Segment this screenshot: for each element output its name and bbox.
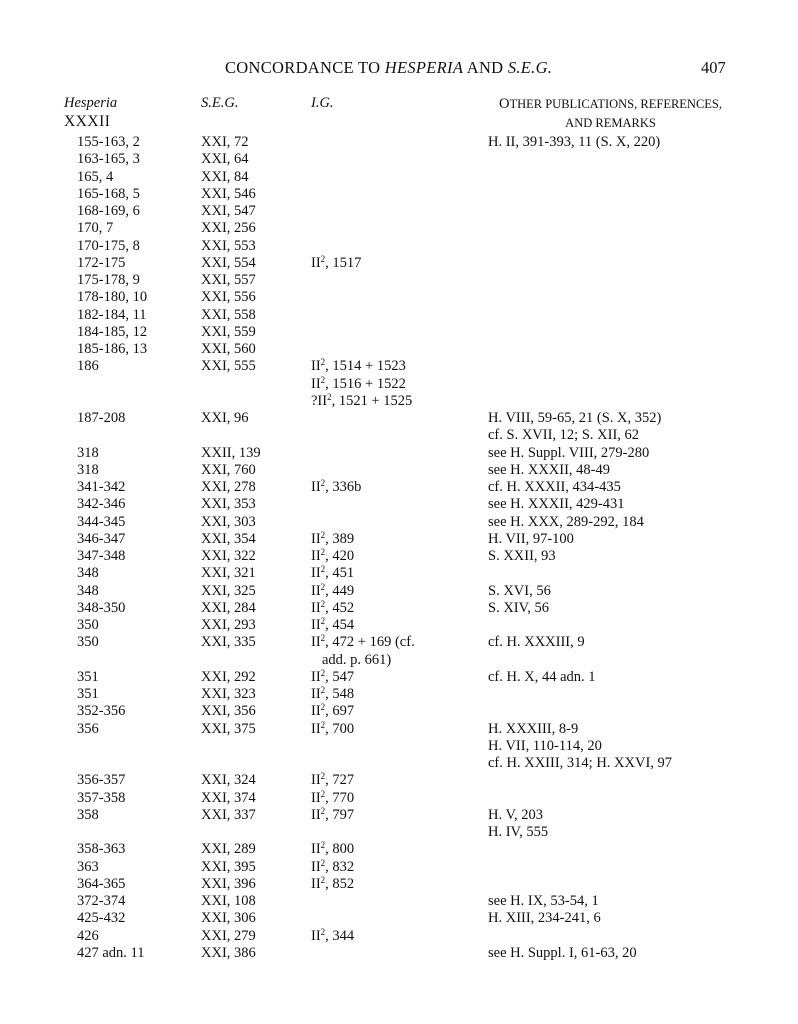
cell-other: cf. H. XXIII, 314; H. XXVI, 97 xyxy=(488,755,673,771)
cell-ig: $II^2$, 336b xyxy=(311,478,362,495)
cell-other: see H. Suppl. VIII, 279-280 xyxy=(488,444,650,461)
cell-hesperia: 350 xyxy=(77,617,99,633)
cell-ig: $II^2$, 389 xyxy=(311,529,355,547)
table-row xyxy=(0,203,798,220)
cell-seg: XXI, 760 xyxy=(201,461,256,478)
cell-ig: $II^2$, 1516 + 1522 xyxy=(311,374,406,392)
cell-other: see H. Suppl. I, 61-63, 20 xyxy=(488,944,637,961)
cell-hesperia: 348 xyxy=(77,565,99,582)
cell-seg: XXI, 323 xyxy=(201,686,256,702)
cell-seg: XXI, 356 xyxy=(201,703,256,720)
cell-other: H. II, 391-393, 11 (S. X, 220) xyxy=(488,134,661,150)
cell-hesperia: 318 xyxy=(77,444,99,461)
cell-seg: XXI, 557 xyxy=(201,272,256,288)
page-number: 407 xyxy=(701,58,726,77)
table-row xyxy=(0,859,798,876)
cell-seg: XXI, 96 xyxy=(201,410,249,426)
table-row xyxy=(0,738,798,755)
cell-seg: XXI, 325 xyxy=(201,582,256,599)
cell-hesperia: 346-347 xyxy=(77,530,126,547)
cell-other: cf. H. XXXIII, 9 xyxy=(488,634,585,651)
cell-seg: XXI, 560 xyxy=(201,341,256,357)
cell-seg: XXI, 547 xyxy=(201,203,256,219)
cell-seg: XXI, 353 xyxy=(201,496,256,513)
cell-ig: add. p. 661) xyxy=(322,651,392,668)
table-row xyxy=(0,928,798,945)
cell-hesperia: 165-168, 5 xyxy=(77,185,140,202)
cell-ig: $II^2$, 1514 + 1523 xyxy=(311,357,406,375)
title-part-1: CONCORDANCE TO xyxy=(225,58,385,77)
table-row xyxy=(0,514,798,531)
cell-hesperia: 358-363 xyxy=(77,841,126,858)
cell-seg: XXI, 395 xyxy=(201,858,256,875)
table-row xyxy=(0,134,798,151)
column-header-other-line-2: AND REMARKS xyxy=(565,116,656,130)
cell-hesperia: 184-185, 12 xyxy=(77,323,148,340)
cell-seg: XXI, 108 xyxy=(201,893,256,909)
table-row xyxy=(0,634,798,651)
cell-ig: $II^2$, 454 xyxy=(311,616,355,633)
table-row xyxy=(0,790,798,807)
cell-hesperia: 318 xyxy=(77,461,99,478)
table-row xyxy=(0,755,798,772)
cell-ig: $II^2$, 770 xyxy=(311,788,355,806)
table-row xyxy=(0,893,798,910)
cell-other: H. VIII, 59-65, 21 (S. X, 352) xyxy=(488,410,662,426)
table-row xyxy=(0,445,798,462)
cell-other: H. V, 203 xyxy=(488,806,544,823)
concordance-table xyxy=(0,134,798,962)
table-row xyxy=(0,548,798,565)
table-row xyxy=(0,583,798,600)
cell-ig: $II^2$, 727 xyxy=(311,771,355,789)
column-header-ig: I.G. xyxy=(311,95,334,111)
cell-hesperia: 357-358 xyxy=(77,789,126,806)
cell-seg: XXI, 72 xyxy=(201,134,249,150)
cell-hesperia: 168-169, 6 xyxy=(77,203,140,219)
cell-ig: $?II^2$, 1521 + 1525 xyxy=(311,391,413,409)
cell-hesperia: 352-356 xyxy=(77,703,126,720)
cell-hesperia: 163-165, 3 xyxy=(77,151,140,168)
cell-seg: XXI, 553 xyxy=(201,237,256,254)
table-row xyxy=(0,703,798,720)
cell-hesperia: 185-186, 13 xyxy=(77,341,148,357)
cell-hesperia: 170, 7 xyxy=(77,220,114,237)
table-row xyxy=(0,272,798,289)
cell-ig: $II^2$, 800 xyxy=(311,840,355,858)
cell-hesperia: 358 xyxy=(77,806,99,823)
cell-hesperia: 348-350 xyxy=(77,599,126,616)
running-head xyxy=(0,58,798,80)
column-header-other-line-1: OTHER PUBLICATIONS, REFERENCES, xyxy=(498,96,723,112)
table-row xyxy=(0,721,798,738)
cell-other: S. XIV, 56 xyxy=(488,599,549,616)
cell-seg: XXI, 556 xyxy=(201,289,256,306)
table-row xyxy=(0,496,798,513)
cell-seg: XXI, 306 xyxy=(201,910,256,927)
cell-other: H. VII, 97-100 xyxy=(488,530,574,547)
cell-other: see H. IX, 53-54, 1 xyxy=(488,893,599,909)
table-row xyxy=(0,807,798,824)
table-row xyxy=(0,324,798,341)
cell-ig: $II^2$, 548 xyxy=(311,685,355,702)
title-italic-hesperia: HESPERIA xyxy=(384,58,464,77)
cell-ig: $II^2$, 852 xyxy=(311,874,355,892)
table-row xyxy=(0,772,798,789)
cell-hesperia: 341-342 xyxy=(77,479,126,495)
cell-hesperia: 356 xyxy=(77,720,99,737)
cell-seg: XXI, 292 xyxy=(201,668,256,685)
table-row xyxy=(0,358,798,375)
title-italic-seg: S.E.G. xyxy=(507,58,553,77)
cell-ig: $II^2$, 420 xyxy=(311,547,355,564)
cell-hesperia: 344-345 xyxy=(77,513,126,530)
cell-ig: $II^2$, 797 xyxy=(311,805,355,823)
cell-hesperia: 155-163, 2 xyxy=(77,134,140,150)
table-row xyxy=(0,393,798,410)
table-row xyxy=(0,910,798,927)
table-row xyxy=(0,617,798,634)
cell-ig: $II^2$, 449 xyxy=(311,581,355,599)
cell-seg: XXI, 558 xyxy=(201,306,256,323)
table-row xyxy=(0,238,798,255)
table-row xyxy=(0,255,798,272)
cell-hesperia: 165, 4 xyxy=(77,168,114,185)
cell-hesperia: 363 xyxy=(77,858,99,875)
cell-other: see H. XXXII, 429-431 xyxy=(488,496,625,513)
table-row xyxy=(0,186,798,203)
cell-hesperia: 348 xyxy=(77,582,99,599)
cell-seg: XXI, 279 xyxy=(201,927,256,944)
table-row xyxy=(0,307,798,324)
cell-seg: XXI, 278 xyxy=(201,479,256,495)
cell-hesperia: 351 xyxy=(77,668,99,685)
cell-other: H. XXXIII, 8-9 xyxy=(488,720,579,737)
cell-seg: XXI, 555 xyxy=(201,358,256,375)
table-row xyxy=(0,341,798,358)
cell-seg: XXI, 324 xyxy=(201,772,256,789)
table-row xyxy=(0,841,798,858)
table-row xyxy=(0,220,798,237)
cell-ig: $II^2$, 700 xyxy=(311,719,355,737)
cell-hesperia: 342-346 xyxy=(77,496,126,513)
table-row xyxy=(0,600,798,617)
cell-other: cf. H. X, 44 adn. 1 xyxy=(488,668,596,685)
cell-hesperia: 187-208 xyxy=(77,410,126,426)
cell-other: H. XIII, 234-241, 6 xyxy=(488,910,601,927)
running-title xyxy=(225,58,552,78)
cell-hesperia: 372-374 xyxy=(77,893,126,909)
cell-other: cf. S. XVII, 12; S. XII, 62 xyxy=(488,427,640,444)
cell-hesperia: 172-175 xyxy=(77,254,126,271)
cell-seg: XXI, 396 xyxy=(201,875,256,892)
cell-seg: XXI, 322 xyxy=(201,548,256,564)
table-row xyxy=(0,289,798,306)
cell-seg: XXI, 337 xyxy=(201,806,256,823)
table-row xyxy=(0,531,798,548)
cell-seg: XXI, 64 xyxy=(201,151,249,168)
cell-hesperia: 350 xyxy=(77,634,99,651)
cell-hesperia: 425-432 xyxy=(77,910,126,927)
table-row xyxy=(0,876,798,893)
cell-other: S. XVI, 56 xyxy=(488,582,551,599)
cell-other: see H. XXX, 289-292, 184 xyxy=(488,513,644,530)
cell-hesperia: 186 xyxy=(77,358,99,375)
cell-seg: XXI, 374 xyxy=(201,789,256,806)
table-row xyxy=(0,686,798,703)
cell-seg: XXI, 256 xyxy=(201,220,256,237)
cell-hesperia: 364-365 xyxy=(77,875,126,892)
cell-ig: $II^2$, 451 xyxy=(311,564,355,582)
cell-ig: $II^2$, 344 xyxy=(311,926,355,944)
cell-seg: XXI, 554 xyxy=(201,254,256,271)
table-row xyxy=(0,565,798,582)
table-row xyxy=(0,410,798,427)
cell-hesperia: 170-175, 8 xyxy=(77,237,140,254)
table-row xyxy=(0,169,798,186)
cell-seg: XXII, 139 xyxy=(201,444,261,461)
cell-seg: XXI, 546 xyxy=(201,185,256,202)
table-row xyxy=(0,652,798,669)
cell-seg: XXI, 354 xyxy=(201,530,256,547)
column-header-hesperia: Hesperia xyxy=(64,95,118,111)
table-row xyxy=(0,427,798,444)
cell-seg: XXI, 289 xyxy=(201,841,256,858)
cell-seg: XXI, 386 xyxy=(201,944,256,961)
cell-seg: XXI, 284 xyxy=(201,599,256,616)
cell-hesperia: 426 xyxy=(77,927,99,944)
cell-other: cf. H. XXXII, 434-435 xyxy=(488,479,621,495)
cell-hesperia: 347-348 xyxy=(77,548,126,564)
volume-heading: XXXII xyxy=(64,113,111,130)
cell-ig: $II^2$, 697 xyxy=(311,702,355,720)
cell-ig: $II^2$, 832 xyxy=(311,857,355,875)
cell-other: see H. XXXII, 48-49 xyxy=(488,461,611,478)
table-row xyxy=(0,376,798,393)
table-row xyxy=(0,151,798,168)
table-row xyxy=(0,479,798,496)
cell-ig: $II^2$, 1517 xyxy=(311,253,362,271)
title-part-2: AND xyxy=(463,58,508,77)
cell-seg: XXI, 375 xyxy=(201,720,256,737)
table-row xyxy=(0,945,798,962)
cell-ig: $II^2$, 472 + 169 (cf. xyxy=(311,633,415,651)
cell-hesperia: 356-357 xyxy=(77,772,126,789)
cell-seg: XXI, 335 xyxy=(201,634,256,651)
cell-hesperia: 175-178, 9 xyxy=(77,272,140,288)
cell-seg: XXI, 559 xyxy=(201,323,256,340)
table-row xyxy=(0,824,798,841)
cell-ig: $II^2$, 452 xyxy=(311,598,355,616)
cell-hesperia: 178-180, 10 xyxy=(77,289,148,306)
table-row xyxy=(0,669,798,686)
cell-ig: $II^2$, 547 xyxy=(311,667,355,685)
cell-other: H. IV, 555 xyxy=(488,824,549,840)
cell-other: H. VII, 110-114, 20 xyxy=(488,737,602,754)
column-header-seg: S.E.G. xyxy=(201,95,239,111)
cell-hesperia: 351 xyxy=(77,686,99,702)
column-header-other xyxy=(488,95,733,133)
cell-hesperia: 182-184, 11 xyxy=(77,306,147,323)
cell-seg: XXI, 321 xyxy=(201,565,256,582)
cell-seg: XXI, 84 xyxy=(201,168,249,185)
table-row xyxy=(0,462,798,479)
cell-hesperia: 427 adn. 11 xyxy=(77,944,145,961)
cell-other: S. XXII, 93 xyxy=(488,548,556,564)
cell-seg: XXI, 303 xyxy=(201,513,256,530)
cell-seg: XXI, 293 xyxy=(201,617,256,633)
